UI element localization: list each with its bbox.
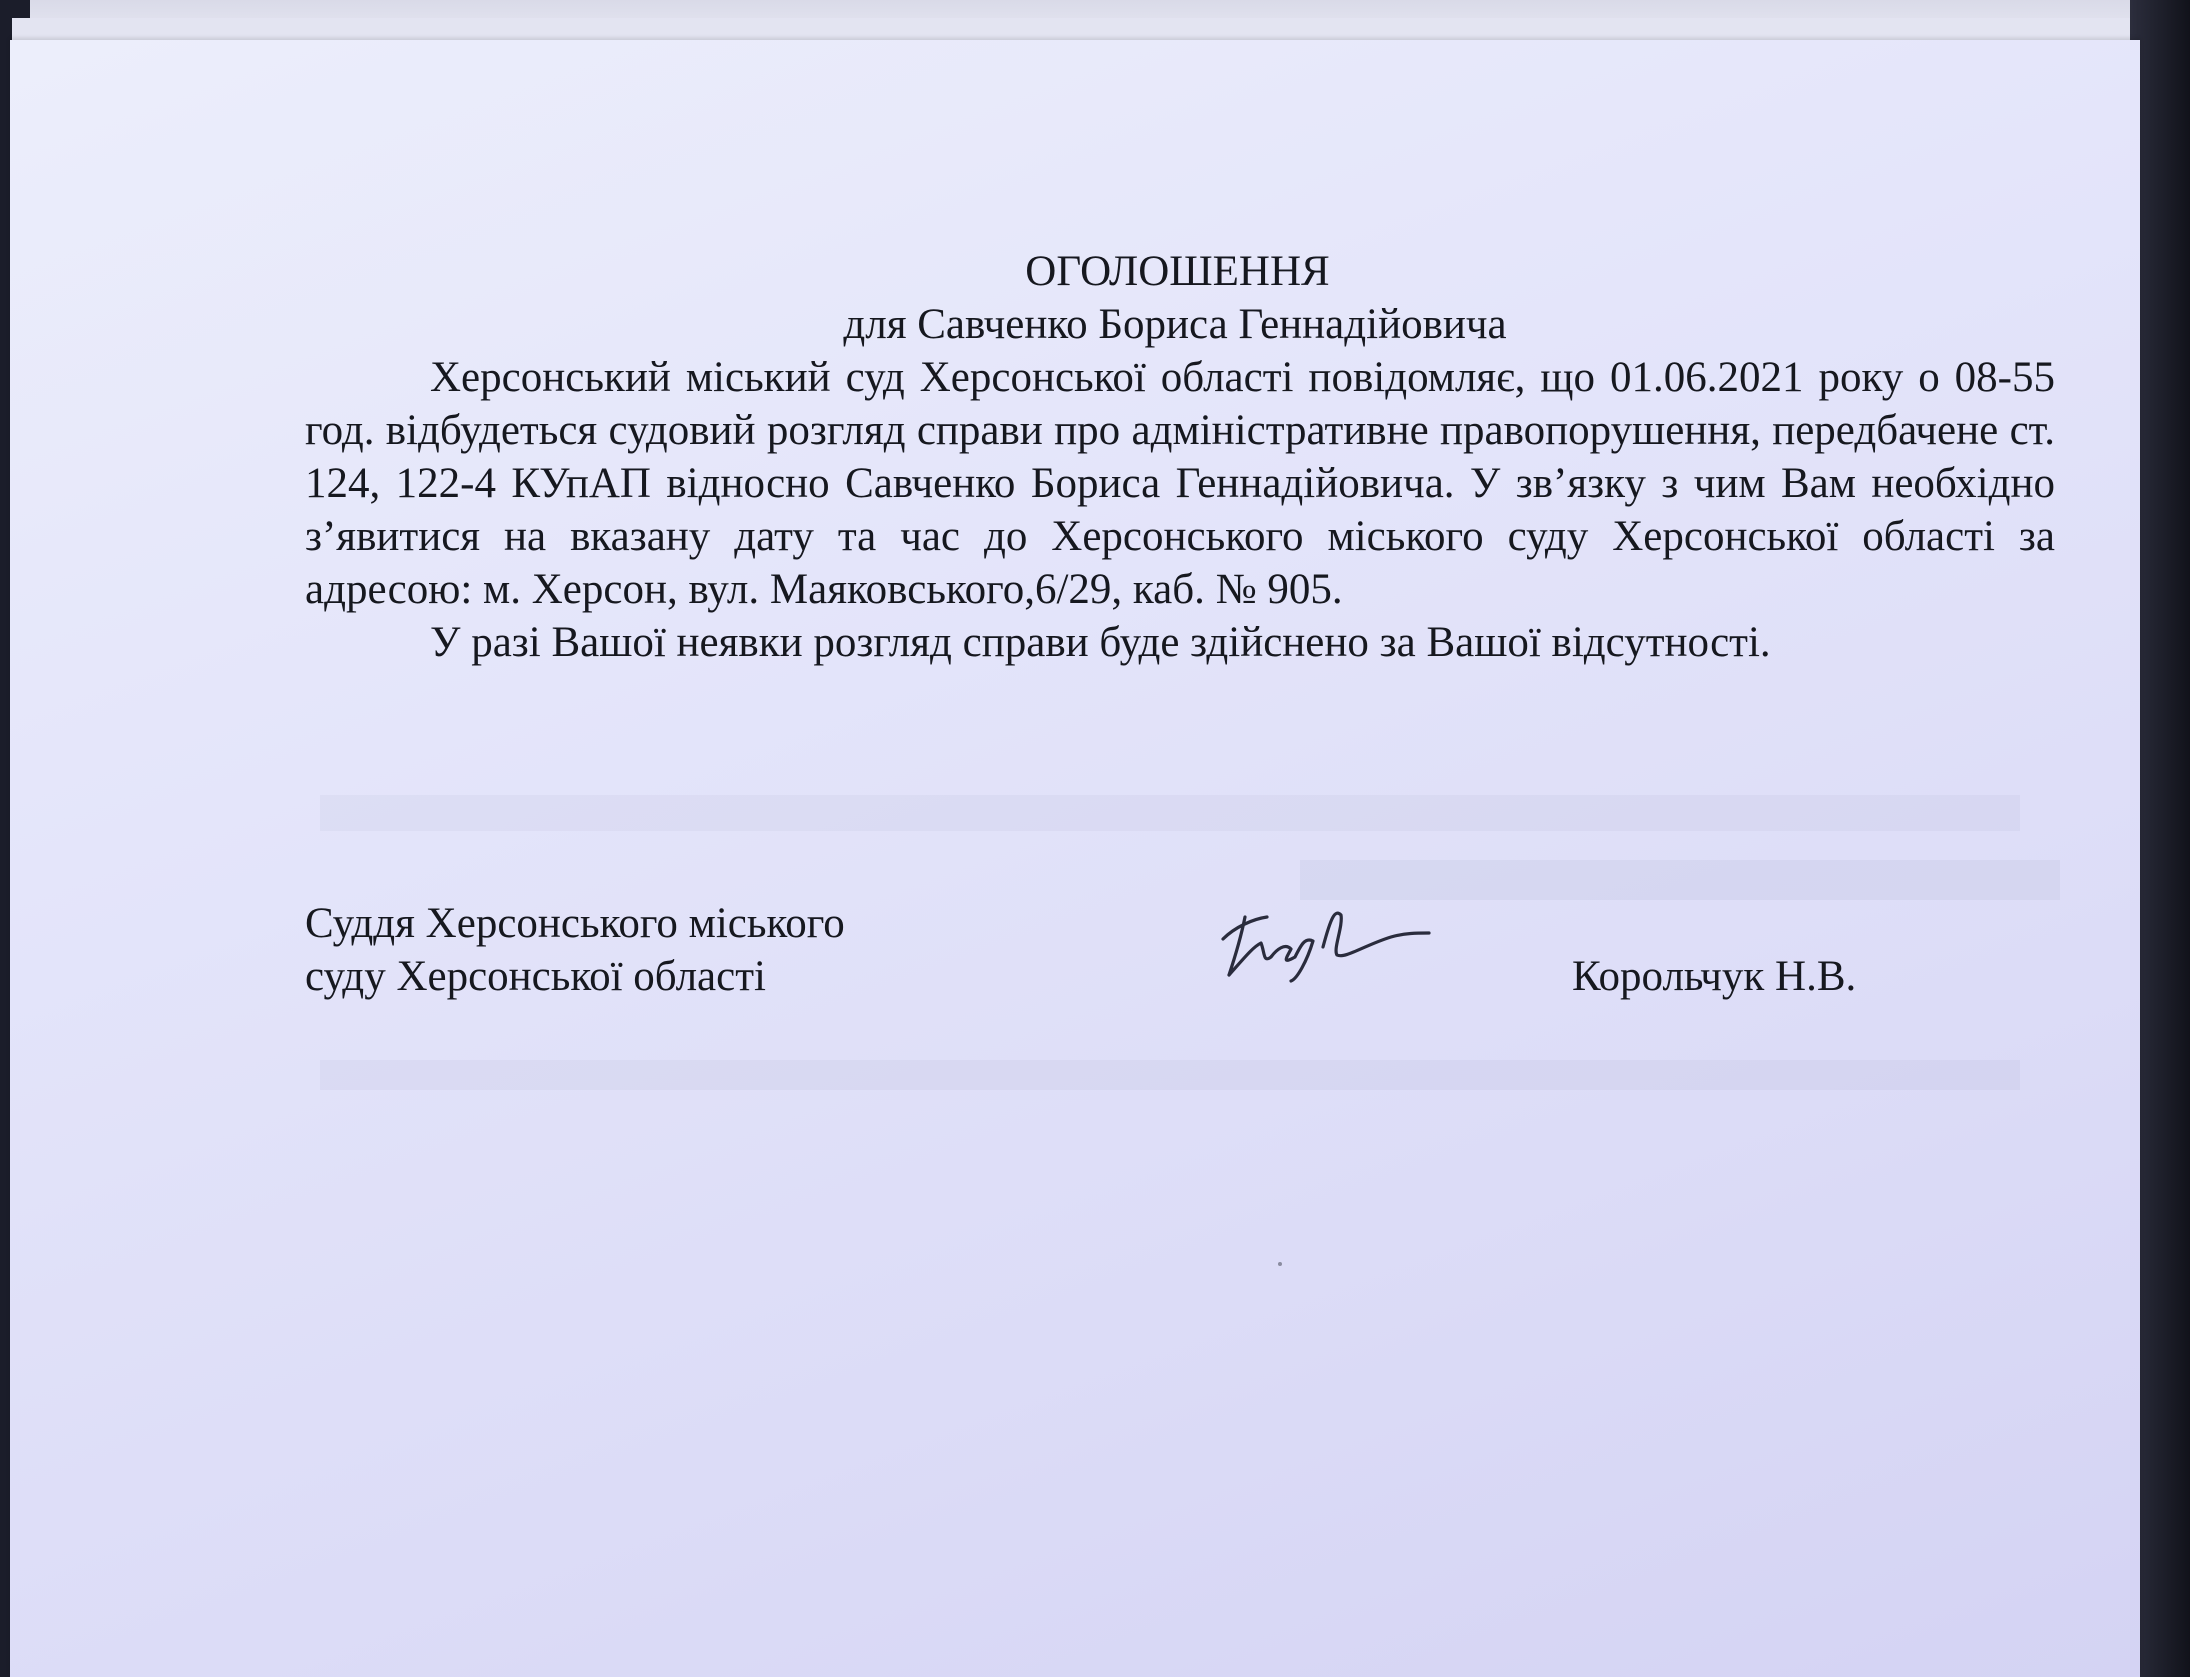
notice-body: Херсонський міський суд Херсонської області повідомляє, що 01.06.2021 року о 08-55 год. відбудеться судовий розгляд справи про адміністративне правопорушення, передбачене ст. 124, 122-4 КУпАП відносно Савченко Бориса Геннадійовича. У зв’язку з чим Вам необхідно з’явитися на вказану дату та час до Херсонського міського суду Херсонської області за адресою: м. Херсон, вул. Маяковського,6/29, каб. № 905. xyxy=(305,354,2055,613)
notice-document xyxy=(305,245,2055,669)
judge-position xyxy=(305,897,845,1003)
bleed-through-shadow xyxy=(320,1060,2020,1090)
dust-speck xyxy=(1278,1262,1282,1266)
bleed-through-shadow xyxy=(320,795,2020,831)
judge-position-line2: суду Херсонської області xyxy=(305,953,766,1000)
judge-position-line1: Суддя Херсонського міського xyxy=(305,900,845,947)
notice-title: ОГОЛОШЕННЯ xyxy=(1025,248,1330,295)
notice-addressee: для Савченко Бориса Геннадійовича xyxy=(843,301,1507,348)
handwritten-signature-icon xyxy=(1205,897,1445,987)
signature-block xyxy=(305,897,2005,1017)
notice-warning: У разі Вашої неявки розгляд справи буде здійснено за Вашої відсутності. xyxy=(430,619,1771,666)
judge-name: Корольчук Н.В. xyxy=(1572,953,1857,1000)
bleed-through-shadow xyxy=(1300,860,2060,900)
